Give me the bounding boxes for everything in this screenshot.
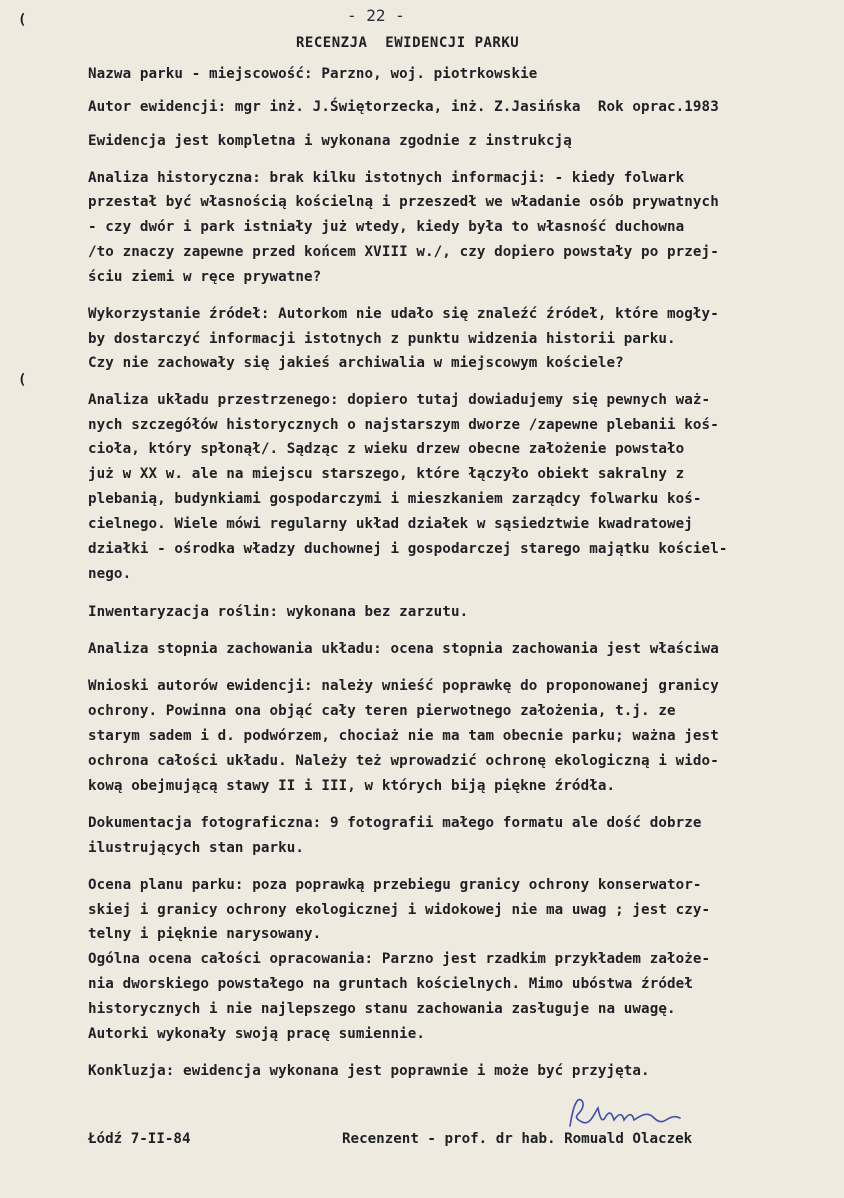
- text-line: /to znaczy zapewne przed końcem XVIII w./, czy dopiero powstały po przej-: [88, 244, 719, 260]
- text-line: Nazwa parku - miejscowość: Parzno, woj. piotrkowskie: [88, 66, 538, 82]
- text-line: Autor ewidencji: mgr inż. J.Świętorzecka, inż. Z.Jasińska Rok oprac.1983: [88, 99, 719, 115]
- text-line: ilustrujących stan parku.: [88, 840, 305, 856]
- text-line: nego.: [88, 566, 132, 582]
- text-line: Czy nie zachowały się jakieś archiwalia w miejscowym kościele?: [88, 355, 624, 371]
- place-and-date: Łódź 7-II-84: [88, 1131, 191, 1147]
- text-line: cioła, który spłonął/. Sądząc z wieku drzew obecne założenie powstało: [88, 441, 685, 457]
- text-line: historycznych i nie najlepszego stanu zachowania zasługuje na uwagę.: [88, 1001, 676, 1017]
- text-line: Analiza układu przestrzenego: dopiero tutaj dowiadujemy się pewnych waż-: [88, 392, 711, 408]
- text-line: ochrona całości układu. Należy też wprowadzić ochronę ekologiczną i wido-: [88, 753, 719, 769]
- text-line: Inwentaryzacja roślin: wykonana bez zarzutu.: [88, 604, 469, 620]
- text-line: ściu ziemi w ręce prywatne?: [88, 269, 322, 285]
- text-line: ochrony. Powinna ona objąć cały teren pierwotnego założenia, t.j. ze: [88, 703, 676, 719]
- text-line: plebanią, budynkiami gospodarczymi i mieszkaniem zarządcy folwarku koś-: [88, 491, 702, 507]
- text-line: nych szczegółów historycznych o najstarszym dworze /zapewne plebanii koś-: [88, 417, 719, 433]
- text-line: przestał być własnością kościelną i przeszedł we władanie osób prywatnych: [88, 194, 719, 210]
- text-line: Wnioski autorów ewidencji: należy wnieść poprawkę do proponowanej granicy: [88, 678, 719, 694]
- text-line: by dostarczyć informacji istotnych z punktu widzenia historii parku.: [88, 331, 676, 347]
- text-line: Analiza stopnia zachowania układu: ocena stopnia zachowania jest właściwa: [88, 641, 719, 657]
- text-line: skiej i granicy ochrony ekologicznej i widokowej nie ma uwag ; jest czy-: [88, 902, 711, 918]
- text-line: Autorki wykonały swoją pracę sumiennie.: [88, 1026, 426, 1042]
- text-line: telny i pięknie narysowany.: [88, 926, 322, 942]
- text-line: Ocena planu parku: poza poprawką przebiegu granicy ochrony konserwator-: [88, 877, 702, 893]
- text-line: cielnego. Wiele mówi regularny układ działek w sąsiedztwie kwadratowej: [88, 516, 693, 532]
- document-title: RECENZJA EWIDENCJI PARKU: [296, 35, 520, 51]
- text-line: już w XX w. ale na miejscu starszego, które łączyło obiekt sakralny z: [88, 466, 685, 482]
- text-line: Ewidencja jest kompletna i wykonana zgodnie z instrukcją: [88, 133, 572, 149]
- reviewer-line: Recenzent - prof. dr hab. Romuald Olaczek: [342, 1131, 693, 1147]
- page-number: - 22 -: [347, 6, 405, 25]
- text-line: działki - ośrodka władzy duchownej i gospodarczej starego majątku kościel-: [88, 541, 728, 557]
- text-line: nia dworskiego powstałego na gruntach kościelnych. Mimo ubóstwa źródeł: [88, 976, 693, 992]
- margin-mark: (: [18, 372, 27, 388]
- text-line: Konkluzja: ewidencja wykonana jest poprawnie i może być przyjęta.: [88, 1063, 650, 1079]
- text-line: kową obejmującą stawy II i III, w których biją piękne źródła.: [88, 778, 616, 794]
- text-line: - czy dwór i park istniały już wtedy, kiedy była to własność duchowna: [88, 219, 685, 235]
- text-line: starym sadem i d. podwórzem, chociaż nie ma tam obecnie parku; ważna jest: [88, 728, 719, 744]
- text-line: Wykorzystanie źródeł: Autorkom nie udało się znaleźć źródeł, które mogły-: [88, 306, 719, 322]
- text-line: Analiza historyczna: brak kilku istotnych informacji: - kiedy folwark: [88, 170, 685, 186]
- margin-mark: (: [18, 12, 27, 28]
- text-line: Dokumentacja fotograficzna: 9 fotografii małego formatu ale dość dobrze: [88, 815, 702, 831]
- text-line: Ogólna ocena całości opracowania: Parzno jest rzadkim przykładem założe-: [88, 951, 711, 967]
